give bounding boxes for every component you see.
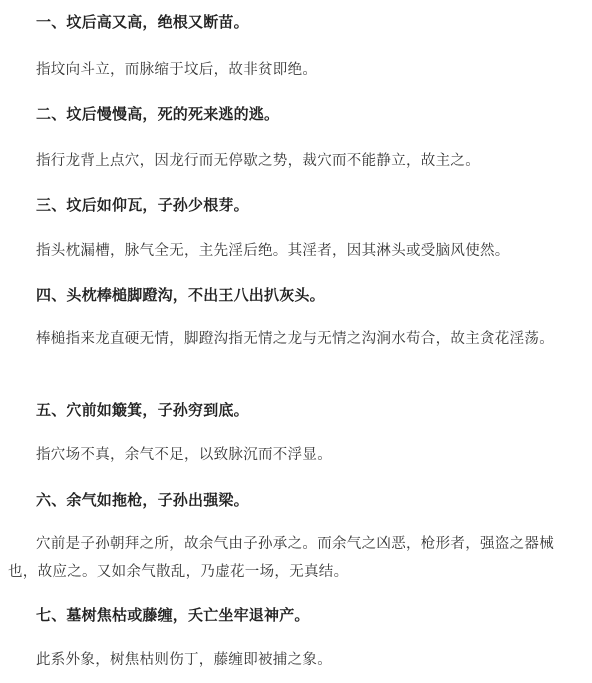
section-body-6: 穴前是子孙朝拜之所，故余气由子孙承之。而余气之凶恶，枪形者，强盗之器械也，故应之。又如余气散乱，乃虚花一场，无真结。 xyxy=(8,536,554,580)
section-heading-5: 五、穴前如簸箕，子孙穷到底。 xyxy=(36,401,249,419)
section-heading-1: 一、坟后高又高，绝根又断苗。 xyxy=(36,13,249,31)
section-heading-6: 六、余气如拖枪，子孙出强梁。 xyxy=(36,491,249,509)
section-heading-2: 二、坟后慢慢高，死的死来逃的逃。 xyxy=(36,105,280,123)
section-body-5: 指穴场不真，余气不足，以致脉沉而不浮显。 xyxy=(36,447,332,463)
section-body-4: 棒槌指来龙直硬无情，脚蹬沟指无情之龙与无情之沟涧水苟合，故主贪花淫荡。 xyxy=(36,331,554,347)
section-body-3: 指头枕漏槽，脉气全无，主先淫后绝。其淫者，因其淋头或受脑风使然。 xyxy=(36,243,510,259)
section-body-2: 指行龙背上点穴，因龙行而无停歇之势，裁穴而不能静立，故主之。 xyxy=(36,153,480,169)
section-heading-3: 三、坟后如仰瓦，子孙少根芽。 xyxy=(36,196,249,214)
section-body-1: 指坟向斗立，而脉缩于坟后，故非贫即绝。 xyxy=(36,62,318,78)
section-heading-4: 四、头枕棒槌脚蹬沟，不出王八出扒灰头。 xyxy=(36,286,325,304)
section-body-7: 此系外象，树焦枯则伤丁，藤缠即被捕之象。 xyxy=(36,652,332,668)
section-heading-7: 七、墓树焦枯或藤缠，夭亡坐牢退神产。 xyxy=(36,606,310,624)
